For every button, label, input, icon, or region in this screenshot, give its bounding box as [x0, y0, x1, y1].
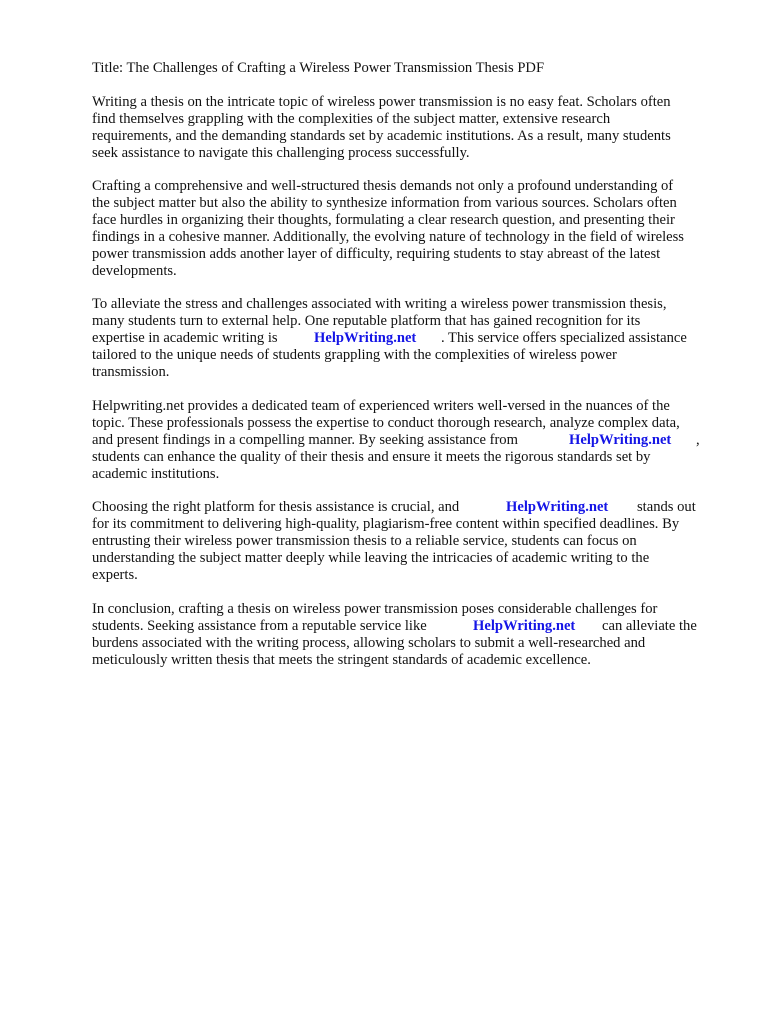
paragraph-4-text-before-link: and present findings in a compelling manner. By seeking assistance from [92, 432, 518, 448]
helpwriting-link[interactable]: HelpWriting.net [473, 618, 576, 634]
paragraph-4-line-4: students can enhance the quality of their thesis and ensure it meets the rigorous standards set by [92, 449, 651, 465]
paragraph-1-line-2: find themselves grappling with the complexities of the subject matter, extensive research [92, 111, 611, 127]
paragraph-2-line-3: face hurdles in organizing their thoughts, formulating a clear research question, and presenting their [92, 212, 675, 228]
paragraph-6-text-before-link: students. Seeking assistance from a reputable service like [92, 618, 427, 634]
paragraph-3-text-before-link: expertise in academic writing is [92, 330, 278, 346]
paragraph-3-line-2: many students turn to external help. One reputable platform that has gained recognition for its [92, 313, 641, 329]
paragraph-6-line-2 [92, 618, 712, 635]
paragraph-4-line-2: topic. These professionals possess the expertise to conduct thorough research, analyze complex data, [92, 415, 680, 431]
document-title: Title: The Challenges of Crafting a Wireless Power Transmission Thesis PDF [92, 60, 545, 76]
paragraph-3-text-after-link: . This service offers specialized assistance [441, 330, 687, 346]
paragraph-2-line-1: Crafting a comprehensive and well-structured thesis demands not only a profound understanding of [92, 178, 674, 194]
paragraph-5-line-3: entrusting their wireless power transmission thesis to a reliable service, students can focus on [92, 533, 637, 549]
paragraph-5-text-after-link: stands out [637, 499, 696, 515]
paragraph-5-line-5: experts. [92, 567, 138, 583]
paragraph-5-text-before-link: Choosing the right platform for thesis assistance is crucial, and [92, 499, 460, 515]
paragraph-4-line-1: Helpwriting.net provides a dedicated team of experienced writers well-versed in the nuances of the [92, 398, 670, 414]
paragraph-1-line-3: requirements, and the demanding standards set by academic institutions. As a result, many students [92, 128, 671, 144]
paragraph-2-line-4: findings in a cohesive manner. Additionally, the evolving nature of technology in the field of wireless [92, 229, 684, 245]
paragraph-2-line-2: the subject matter but also the ability to synthesize information from various sources. Scholars often [92, 195, 677, 211]
helpwriting-link[interactable]: HelpWriting.net [569, 432, 672, 448]
paragraph-5-line-2: for its commitment to delivering high-quality, plagiarism-free content within specified deadlines. By [92, 516, 680, 532]
paragraph-1-line-1: Writing a thesis on the intricate topic of wireless power transmission is no easy feat. Scholars often [92, 94, 671, 110]
paragraph-6-text-after-link: can alleviate the [602, 618, 697, 634]
paragraph-6-line-3: burdens associated with the writing process, allowing scholars to submit a well-researched and [92, 635, 646, 651]
paragraph-5-line-4: understanding the subject matter deeply while leaving the intricacies of academic writing to the [92, 550, 650, 566]
paragraph-2-line-5: power transmission adds another layer of difficulty, requiring students to stay abreast of the latest [92, 246, 661, 262]
paragraph-3-line-5: transmission. [92, 364, 170, 380]
paragraph-3-line-3 [92, 330, 712, 347]
paragraph-4-line-3 [92, 432, 712, 449]
paragraph-6-line-1: In conclusion, crafting a thesis on wireless power transmission poses considerable challenges for [92, 601, 658, 617]
paragraph-1-line-4: seek assistance to navigate this challenging process successfully. [92, 145, 470, 161]
paragraph-6-line-4: meticulously written thesis that meets the stringent standards of academic excellence. [92, 652, 591, 668]
helpwriting-link[interactable]: HelpWriting.net [314, 330, 417, 346]
paragraph-5-line-1 [92, 499, 712, 516]
paragraph-4-line-5: academic institutions. [92, 466, 220, 482]
paragraph-3-line-1: To alleviate the stress and challenges associated with writing a wireless power transmission thesis, [92, 296, 667, 312]
helpwriting-link[interactable]: HelpWriting.net [506, 499, 609, 515]
paragraph-3-line-4: tailored to the unique needs of students grappling with the complexities of wireless power [92, 347, 617, 363]
paragraph-4-text-after-link: , [696, 432, 700, 448]
paragraph-2-line-6: developments. [92, 263, 177, 279]
